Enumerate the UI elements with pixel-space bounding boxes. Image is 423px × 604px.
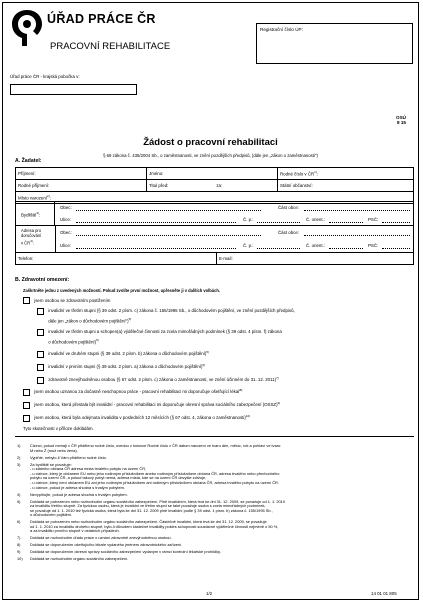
- truth-statement: Tyto skutečnosti v příloze dokládám.: [23, 426, 94, 431]
- applicant-table: [15, 167, 414, 204]
- urad-prace-logo-icon: [10, 8, 44, 48]
- footnote-line: - u cizince, který je občanem EU nebo jeho rodinným příslušníkem anebo rodinným příslušníkem občana ČR, adresa trvalého nebo přechodného: [30, 470, 280, 476]
- checkbox-disadvantaged[interactable]: [37, 377, 44, 384]
- registration-label: Registrační číslo ÚP:: [260, 27, 303, 32]
- office-title: ÚŘAD PRÁCE ČR: [47, 12, 156, 26]
- footnote-line: M nebo Ž (muž nebo žena).: [30, 447, 78, 453]
- citizenship-cell[interactable]: Státní občanství:: [278, 180, 414, 192]
- checkbox-invalidity-revoked[interactable]: [23, 415, 30, 422]
- footnote-line: Dokládá se doporučením ošetřujícího lékaře vydaného jménem zdravotnického zařízení.: [30, 542, 183, 548]
- postcode-input[interactable]: [382, 222, 410, 223]
- footnote-line: Dokládá se potvrzením nebo rozhodnutím orgánu sociálního zabezpečení. Plně invalidním, která trvá ke dni 31. 12. 2009, se považuje od 1. 1. 2010: [30, 498, 285, 504]
- footnotes: [17, 444, 414, 564]
- checkbox-invalid-1[interactable]: [37, 364, 44, 371]
- section-a-heading: A. Žadatel:: [15, 158, 42, 164]
- footnote-number: 7): [17, 535, 21, 541]
- footnote: [17, 557, 414, 562]
- title-cell[interactable]: Titul před: za:: [147, 180, 278, 192]
- footnote-line: pobytu na území ČR, a pokud takový pobyt nemá, adresa místa, kde se na území ČR obvykle zdržuje,: [30, 475, 207, 481]
- footnote: [17, 536, 414, 541]
- footnote-text: [30, 543, 182, 548]
- delivery-label: Adresa pro doručování v ČR$^{4)}$:: [21, 228, 42, 246]
- footnote-line: Nevyplňujte, pokud je adresa shodná s trvalým pobytem.: [30, 491, 128, 497]
- footnote-number: 6): [17, 519, 21, 525]
- section-divider: [15, 436, 414, 437]
- footnote-line: - u státního občana ČR adresa místa trvalého pobytu na území ČR,: [30, 466, 147, 472]
- house-number-input[interactable]: [257, 222, 300, 223]
- footnote-number: 8): [17, 542, 21, 548]
- footnote-text: [30, 550, 221, 555]
- municipality-part-input[interactable]: [304, 210, 410, 211]
- delivery-address-block: Adresa pro doručování v ČR$^{4)}$: Obec: Část obce: Ulice: Č. p.: Č. orient.: PSČ:: [15, 225, 414, 253]
- branch-input[interactable]: [10, 84, 137, 95]
- checkbox-disability[interactable]: [23, 297, 30, 304]
- delivery-orient-number-input[interactable]: [329, 248, 363, 249]
- footnote: [17, 520, 414, 534]
- checkbox-invalid-3-exceptional[interactable]: [37, 329, 44, 336]
- footnote-text: [30, 456, 107, 461]
- document-title: Žádost o pracovní rehabilitaci: [143, 137, 278, 148]
- birth-surname-cell[interactable]: Rodné příjmení:: [16, 180, 147, 192]
- footnote-line: Vyplňte, nebylo-li Vám přiděleno rodné číslo.: [30, 454, 107, 460]
- footnote-number: 5): [17, 498, 21, 504]
- footnote-line: Za bydliště se považuje:: [30, 461, 72, 467]
- delivery-postcode-input[interactable]: [382, 248, 410, 249]
- surname-cell[interactable]: Příjmení:: [16, 168, 147, 180]
- footnote-number: 10): [17, 556, 23, 562]
- sub-option-disadvantaged[interactable]: zdravotně znevýhodněnou osobou (§ 67 odst. 2 písm. c) zákona o zaměstnanosti, ve znění účinném do 31. 12. 2011)$^{7)}$: [37, 376, 279, 384]
- delivery-municipality-input[interactable]: [76, 235, 261, 236]
- footnote-line: a za invaliditu prvního stupně v ostatních případech.: [30, 528, 120, 534]
- footnote-line: Dokládá se rozhodnutím úřadu práce o uznání zdravotně znevýhodněnou osobou.: [30, 535, 172, 541]
- email-cell[interactable]: E-mail:: [217, 253, 414, 265]
- footnote-line: o důchodovém pojištění.: [30, 512, 73, 518]
- footnote-number: 1): [17, 443, 21, 448]
- footnote-text: [30, 536, 172, 541]
- option-no-longer-invalid[interactable]: jsem osobou, která přestala být invalidní - pracovní rehabilitaci mi doporučuje okresní správa sociálního zabezpečení (OSSZ)$^{9)}$: [23, 401, 280, 409]
- footnote-text: [30, 493, 128, 498]
- sub-option-invalid-3-exceptional[interactable]: invalidní ve třetím stupni a schopen(a) výdělečné činnosti za zcela mimořádných podmínek (§ 39 odst. 4 písm. f) zákona o důchodovém pojištění)$^{5)}$: [37, 329, 282, 345]
- residence-block: Bydliště$^{3)}$: Obec: Část obce: Ulice: Č. p.: Č. orient.: PSČ:: [15, 201, 414, 226]
- street-input[interactable]: [76, 222, 236, 223]
- footnote-number: 4): [17, 491, 21, 497]
- footnote: [17, 444, 414, 453]
- footnote-line: Dokládá se doporučením okresní správy sociálního zabezpečení vydaným v rámci kontrolní lékařské prohlídky.: [30, 549, 221, 555]
- contact-table: [15, 252, 414, 265]
- footnote-line: Dokládá se rozhodnutím orgánu sociálního zabezpečení.: [30, 556, 129, 562]
- municipality-input[interactable]: [76, 210, 261, 211]
- footnote: [17, 463, 414, 491]
- birth-number-cell[interactable]: Rodné číslo v ČR$^{1)}$:: [278, 168, 414, 180]
- footnote-text: [30, 520, 278, 534]
- footnote-line: - u cizince, pokud je adresa shodná s trvalým pobytem.: [30, 484, 125, 490]
- branch-label: Úřad práce ČR - krajská pobočka v:: [10, 74, 80, 79]
- footnote-line: od 1. 1. 2010 za invaliditu druhého stupně, bylo-li důvodem částečné invalidity pokles schopnosti soustavné výdělečné činnosti nejméně o 50 %,: [30, 523, 279, 529]
- program-title: PRACOVNÍ REHABILITACE: [50, 41, 171, 52]
- sub-option-invalid-1[interactable]: invalidní v prvním stupni (§ 39 odst. 2 písm. a) zákona o důchodovém pojištění)$^{5)}$: [37, 363, 205, 371]
- option-invalidity-revoked[interactable]: jsem osobou, která byla odejmuta invalidita v posledních 12 měsících (§ 67 odst. 4, zákona o zaměstnanosti)$^{10)}$: [23, 414, 250, 422]
- footnote: [17, 500, 414, 518]
- checkbox-no-longer-invalid[interactable]: [23, 402, 30, 409]
- document-subtitle: § 69 zákona č. 435/2004 Sb., o zaměstnanosti, ve znění pozdějších předpisů, (dále jen „zákon o zaměstnanosti"): [103, 153, 318, 158]
- footnote: [17, 493, 414, 498]
- footnote: [17, 543, 414, 548]
- footnote-line: Dokládá se potvrzením nebo rozhodnutím orgánu sociálního zabezpečení. Částečně invalidní, která trvá ke dni 31. 12. 2009, se považuje: [30, 519, 267, 525]
- page-number: 1/2: [206, 591, 213, 596]
- orient-number-input[interactable]: [329, 222, 363, 223]
- residence-label: Bydliště$^{3)}$:: [21, 211, 41, 218]
- footnote: [17, 456, 414, 461]
- section-b-heading: B. Zdravotní omezení:: [15, 277, 70, 283]
- footnote-number: 3): [17, 461, 21, 467]
- sub-option-invalid-2[interactable]: invalidní ve druhém stupni (§ 39 odst. 2 písm. b) zákona o důchodovém pojištění)$^{5)}$: [37, 350, 209, 358]
- checkbox-invalid-3[interactable]: [37, 308, 44, 315]
- option-temporary-incapacity[interactable]: jsem osobou uznanou za dočasně neschopnou práce - pracovní rehabilitaci mi doporučuje ošetřující lékař$^{8)}$: [23, 388, 242, 396]
- form-page: [2, 2, 419, 600]
- footnote-line: se považuje od 1. 1. 2010 též fyzická osoba, která byla ke dni 31. 12. 2009 plně invalidní podle § 39 odst. 1 písm. b) zákona č. 155/1995 Sb.,: [30, 507, 273, 513]
- delivery-municipality-part-input[interactable]: [304, 235, 410, 236]
- footnote-text: [30, 444, 281, 453]
- footnote-text: [30, 463, 279, 491]
- footnote-text: [30, 557, 128, 562]
- footnote-number: 9): [17, 549, 21, 555]
- form-number: 14 01 01 805: [371, 591, 397, 596]
- checkbox-temporary-incapacity[interactable]: [23, 389, 30, 396]
- footnote: [17, 550, 414, 555]
- option-disability[interactable]: jsem osobou se zdravotním postižením: [23, 297, 110, 304]
- phone-cell[interactable]: Telefon:: [16, 253, 217, 265]
- form-code: OSÚ 8 15: [396, 115, 406, 126]
- delivery-house-number-input[interactable]: [257, 248, 300, 249]
- footnote-text: [30, 500, 285, 518]
- firstname-cell[interactable]: Jméno:: [147, 168, 278, 180]
- footnote-number: 2): [17, 454, 21, 460]
- birthplace-cell[interactable]: Místo narození$^{2)}$:: [16, 192, 414, 204]
- sub-option-invalid-3[interactable]: invalidní ve třetím stupni (§ 39 odst. 2 písm. c) zákona č. 155/1995 Sb., o důchodovém pojištění, ve znění pozdějších předpisů, dále jen „zákon o důchodovém pojištění")$^{5)}$: [37, 308, 295, 324]
- checkbox-invalid-2[interactable]: [37, 351, 44, 358]
- footnote-line: - u cizince, který není občanem EU ani jeho rodinným příslušníkem ani rodinným příslušníkem občana ČR, adresa trvalého pobytu na území ČR.: [30, 479, 279, 485]
- registration-number-box[interactable]: [256, 23, 413, 64]
- footnote-line: Cizinci, pokud nemají v ČR přiděleno rodné číslo, uvedou v kolonce Rodné číslo v ČR datum narození ve tvaru den, měsíc, rok a pohlaví ve tvaru:: [30, 443, 282, 448]
- section-b-instruction: Zaškrtněte jednu z uvedených možností. Pokud zvolíte první možnost, upřesněte ji v dalších volbách.: [23, 288, 220, 293]
- delivery-street-input[interactable]: [76, 248, 236, 249]
- footnote-line: za invaliditu třetího stupně. Za fyzickou osobu, která je invalidní ve třetím stupni se také považuje osoba s zcela mimořádných podmínek,: [30, 503, 266, 509]
